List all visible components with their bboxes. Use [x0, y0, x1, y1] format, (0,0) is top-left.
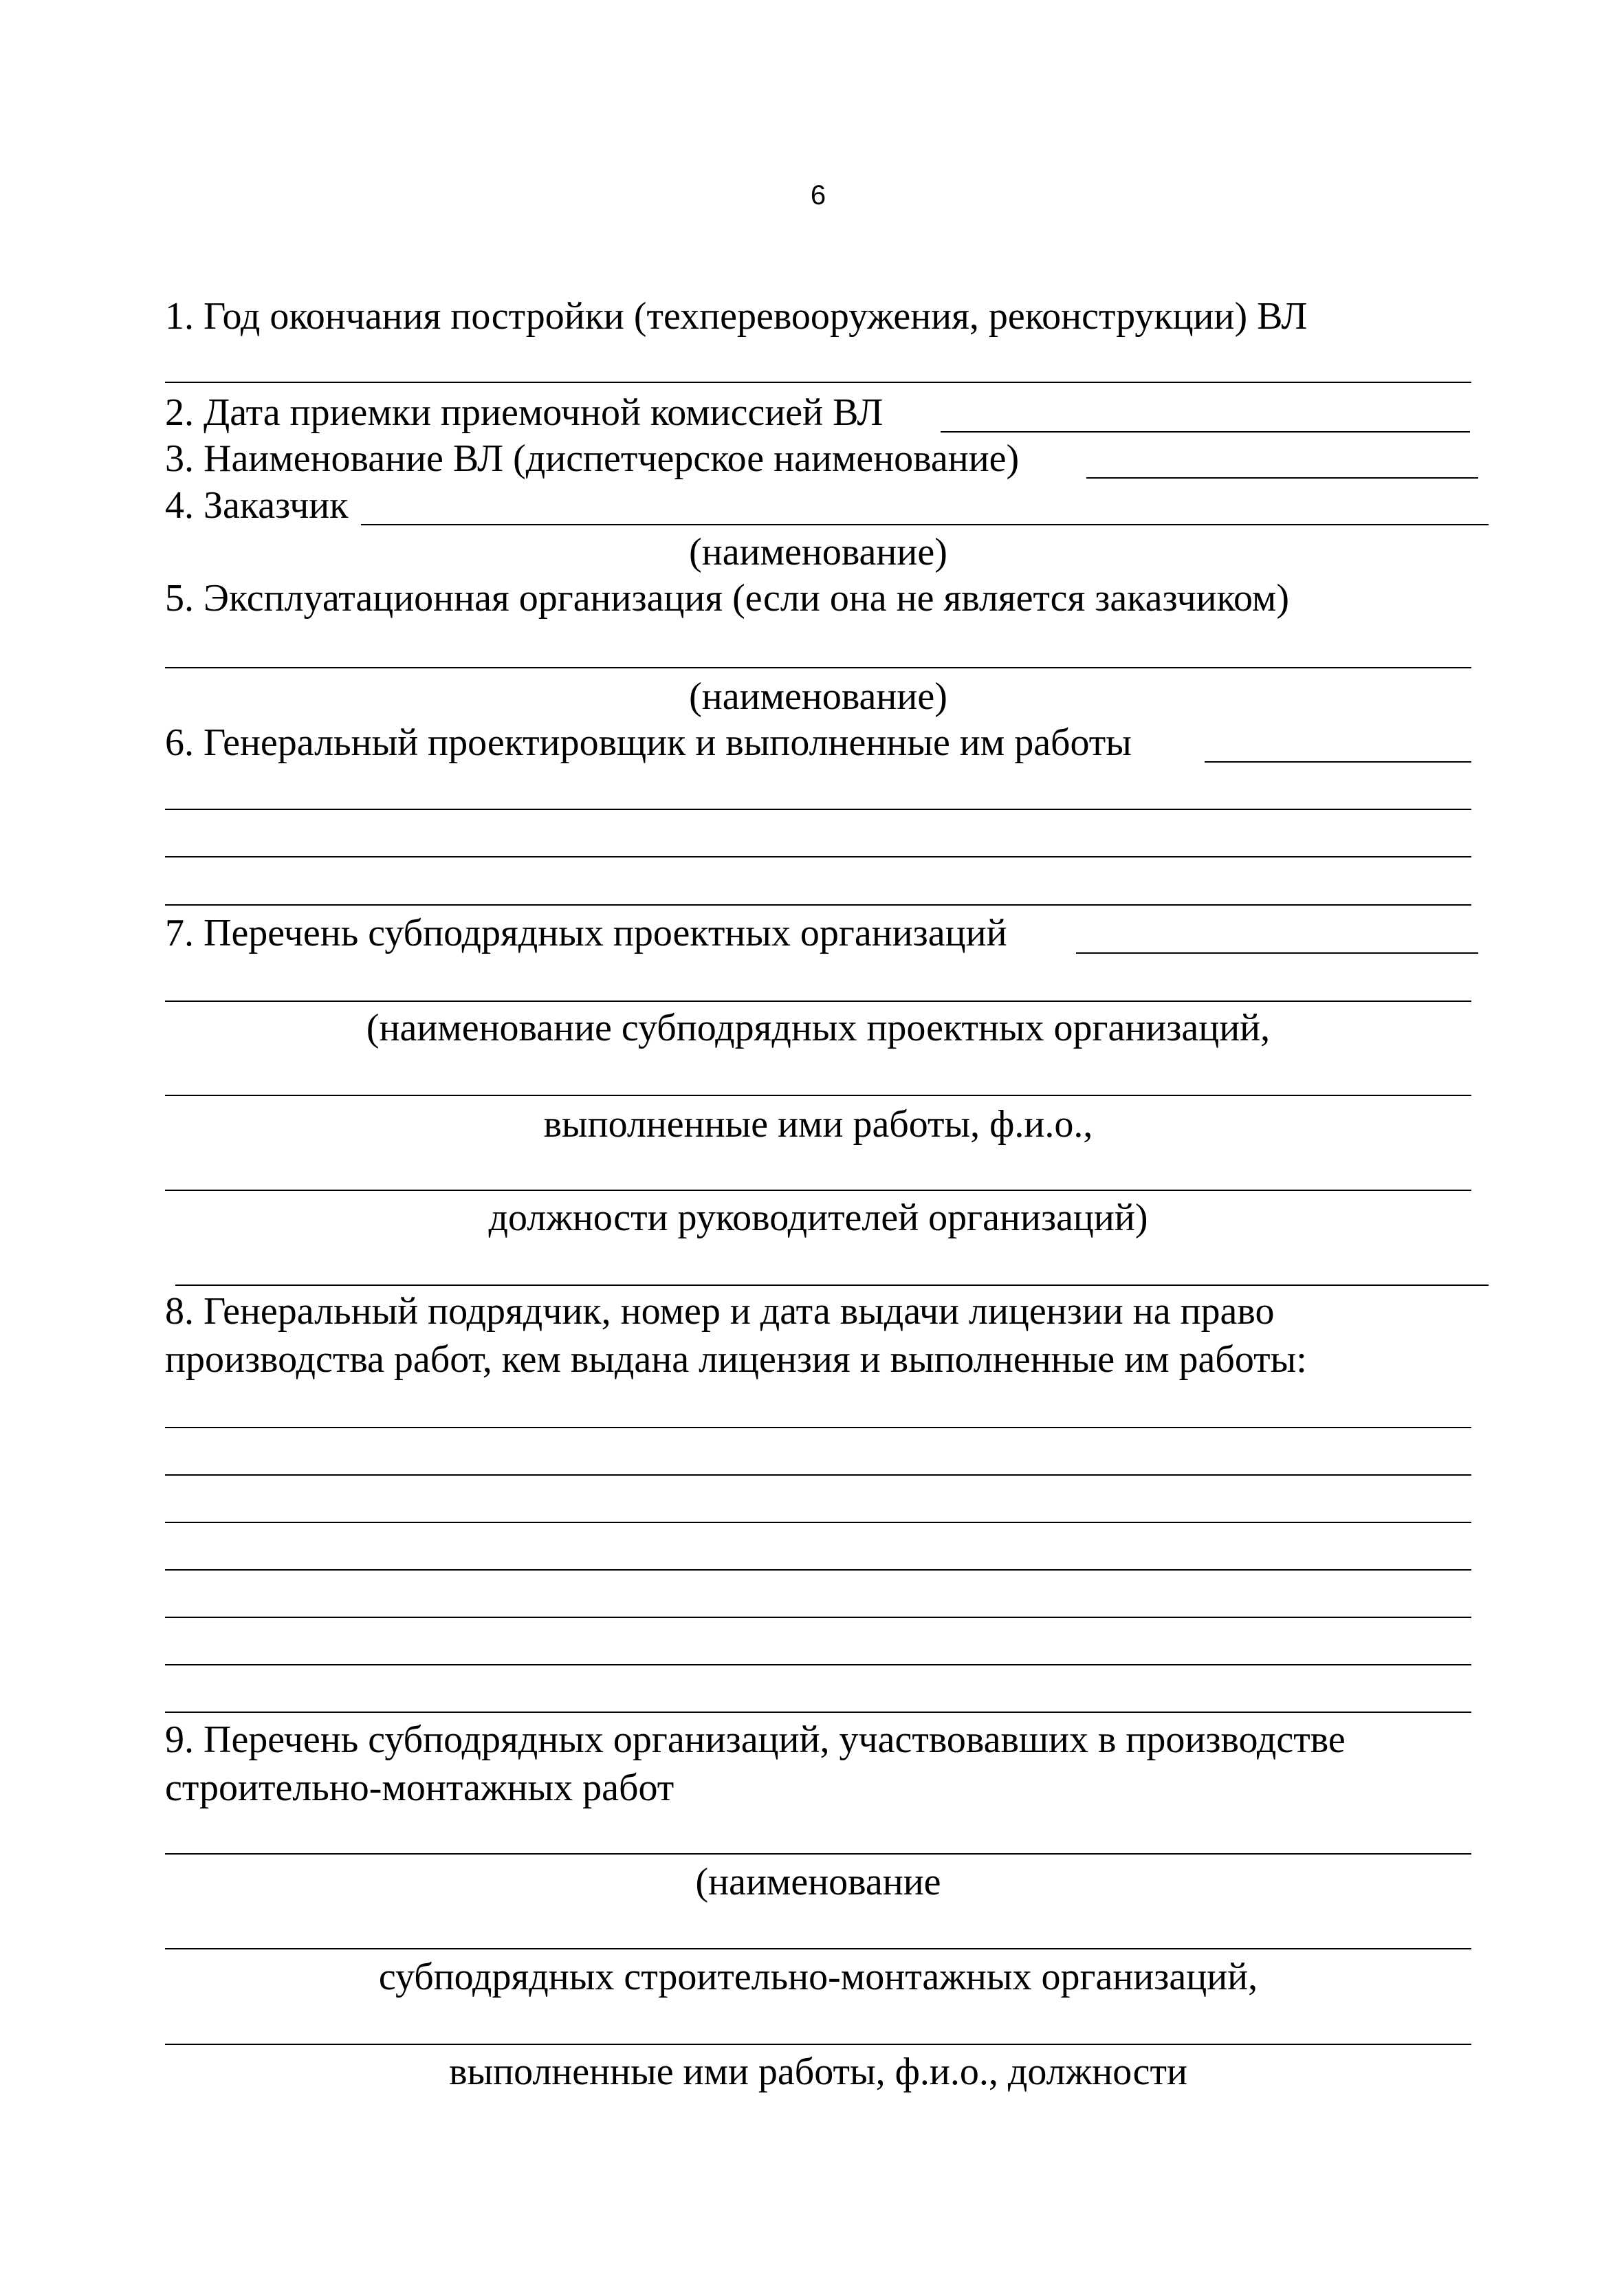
item-6-fill-line[interactable] — [165, 904, 1471, 906]
item-9-caption-1: (наименование — [695, 1861, 941, 1903]
item-9-fill-line[interactable] — [165, 2044, 1471, 2045]
item-5-fill-line[interactable] — [165, 667, 1471, 668]
item-2-fill-line[interactable] — [941, 431, 1470, 433]
item-9-fill-line[interactable] — [165, 1853, 1471, 1855]
item-4-label: 4. Заказчик — [165, 484, 349, 527]
item-8-fill-line[interactable] — [165, 1522, 1471, 1523]
item-8-label-line-1: 8. Генеральный подрядчик, номер и дата выдачи лицензии на право — [165, 1290, 1275, 1333]
item-3-label: 3. Наименование ВЛ (диспетчерское наименование) — [165, 437, 1020, 480]
item-7-fill-line[interactable] — [165, 1095, 1471, 1096]
item-7-caption-2: выполненные ими работы, ф.и.о., — [543, 1103, 1093, 1146]
item-3-fill-line[interactable] — [1086, 477, 1478, 479]
item-6-fill-line-inline[interactable] — [1205, 761, 1471, 763]
item-8-fill-line[interactable] — [165, 1617, 1471, 1618]
item-5-label: 5. Эксплуатационная организация (если она не является заказчиком) — [165, 577, 1289, 620]
item-7-fill-line[interactable] — [165, 1190, 1471, 1191]
item-7-fill-line-inline[interactable] — [1076, 952, 1478, 954]
item-1-fill-line[interactable] — [165, 382, 1471, 383]
item-7-fill-line[interactable] — [165, 1001, 1471, 1002]
item-8-fill-line[interactable] — [165, 1712, 1471, 1713]
item-6-fill-line[interactable] — [165, 809, 1471, 810]
item-5-caption: (наименование) — [689, 675, 947, 718]
item-9-caption-2: субподрядных строительно-монтажных организаций, — [378, 1956, 1258, 1998]
item-6-label: 6. Генеральный проектировщик и выполненные им работы — [165, 721, 1132, 764]
item-7-label: 7. Перечень субподрядных проектных организаций — [165, 912, 1007, 954]
item-8-fill-line[interactable] — [165, 1569, 1471, 1571]
item-9-fill-line[interactable] — [165, 1948, 1471, 1949]
item-4-fill-line[interactable] — [361, 524, 1489, 525]
item-7-caption-3: должности руководителей организаций) — [488, 1196, 1148, 1239]
item-7-fill-line[interactable] — [175, 1284, 1489, 1286]
page-number: 6 — [810, 180, 826, 210]
item-9-label-line-1: 9. Перечень субподрядных организаций, участвовавших в производстве — [165, 1718, 1346, 1761]
item-1-label: 1. Год окончания постройки (техперевооружения, реконструкции) ВЛ — [165, 295, 1308, 338]
item-8-fill-line[interactable] — [165, 1664, 1471, 1665]
item-9-label-line-2: строительно-монтажных работ — [165, 1767, 674, 1809]
item-8-fill-line[interactable] — [165, 1427, 1471, 1428]
item-8-label-line-2: производства работ, кем выдана лицензия и выполненные им работы: — [165, 1338, 1307, 1381]
item-8-fill-line[interactable] — [165, 1474, 1471, 1476]
item-4-caption: (наименование) — [689, 531, 947, 573]
item-2-label: 2. Дата приемки приемочной комиссией ВЛ — [165, 391, 884, 434]
item-6-fill-line[interactable] — [165, 856, 1471, 857]
item-7-caption-1: (наименование субподрядных проектных организаций, — [366, 1007, 1271, 1049]
item-9-caption-3: выполненные ими работы, ф.и.о., должности — [449, 2051, 1187, 2093]
